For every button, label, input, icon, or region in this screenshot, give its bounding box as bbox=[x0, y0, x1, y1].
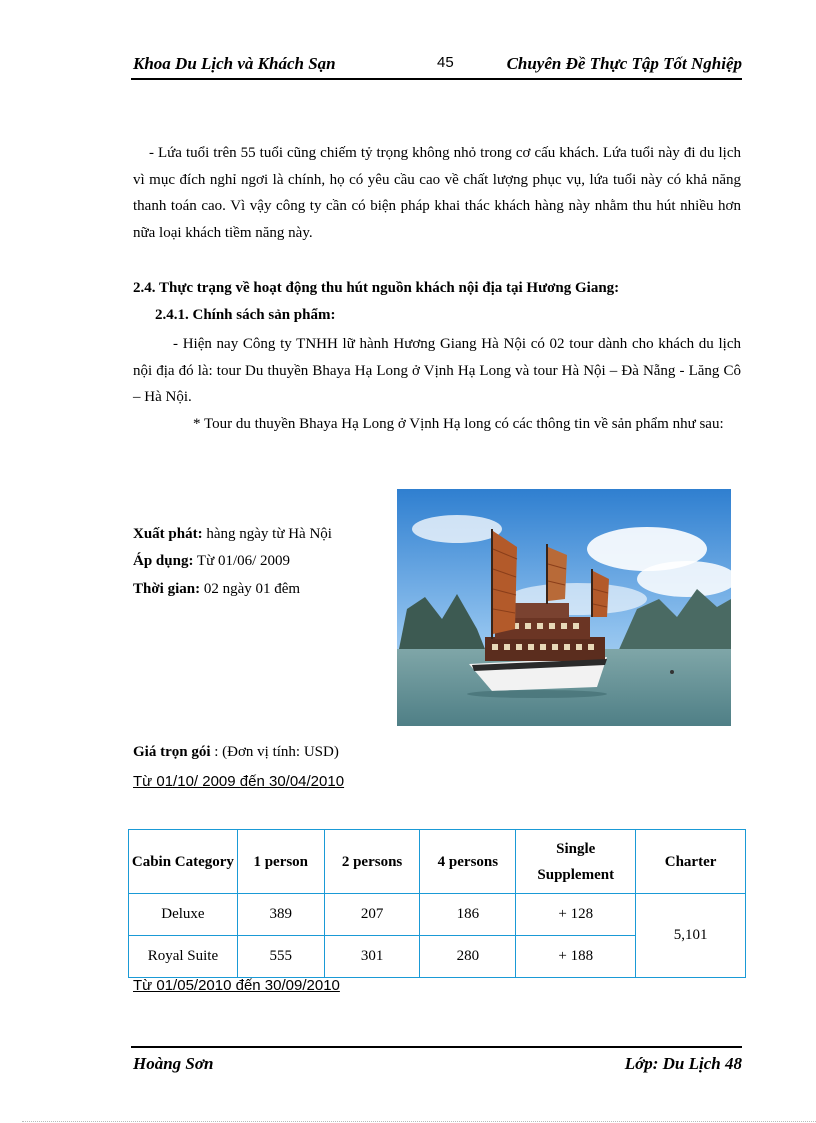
column-header: Cabin Category bbox=[129, 830, 238, 894]
header-report-title: Chuyên Đề Thực Tập Tốt Nghiệp bbox=[506, 54, 742, 73]
table-header-row bbox=[129, 830, 746, 894]
table-cell: Deluxe bbox=[129, 894, 238, 936]
section-heading-2-4-1: 2.4.1. Chính sách sản phẩm: bbox=[155, 307, 336, 323]
page-header bbox=[131, 52, 742, 80]
paragraph-tour-info: * Tour du thuyền Bhaya Hạ Long ở Vịnh Hạ long có các thông tin về sản phẩm như sau: bbox=[193, 416, 724, 432]
table-cell: 280 bbox=[420, 936, 516, 978]
column-header: 1 person bbox=[237, 830, 324, 894]
price-table bbox=[128, 829, 746, 978]
info-apply-value: Từ 01/06/ 2009 bbox=[193, 553, 291, 569]
column-header: 2 persons bbox=[324, 830, 420, 894]
cruise-ship-photo bbox=[397, 489, 731, 726]
price-title bbox=[133, 744, 339, 761]
price-period-2: Từ 01/05/2010 đến 30/09/2010 bbox=[133, 977, 340, 994]
paragraph-tours: - Hiện nay Công ty TNHH lữ hành Hương Giang Hà Nội có 02 tour dành cho khách du lịch nội địa đó là: tour Du thuyền Bhaya Hạ Long ở Vịnh Hạ Long và tour Hà Nội – Đà Nẵng - Lăng Cô – Hà Nội. bbox=[133, 336, 741, 405]
table-cell: + 188 bbox=[516, 936, 636, 978]
info-departure-label: Xuất phát: bbox=[133, 526, 203, 542]
table-cell: 186 bbox=[420, 894, 516, 936]
column-header: Charter bbox=[636, 830, 746, 894]
table-cell: Royal Suite bbox=[129, 936, 238, 978]
price-unit: : (Đơn vị tính: USD) bbox=[210, 744, 339, 760]
table-cell: 207 bbox=[324, 894, 420, 936]
header-faculty: Khoa Du Lịch và Khách Sạn bbox=[133, 54, 336, 73]
footer-author: Hoàng Sơn bbox=[133, 1054, 214, 1073]
info-duration bbox=[133, 581, 300, 598]
info-apply-label: Áp dụng: bbox=[133, 553, 194, 569]
price-period-1: Từ 01/10/ 2009 đến 30/04/2010 bbox=[133, 773, 345, 790]
column-header: 4 persons bbox=[420, 830, 516, 894]
price-title-bold: Giá trọn gói bbox=[133, 744, 211, 760]
section-heading-2-4: 2.4. Thực trạng về hoạt động thu hút nguồn khách nội địa tại Hương Giang: bbox=[133, 280, 620, 296]
paragraph-age-group: - Lứa tuổi trên 55 tuổi cũng chiếm tỷ trọng không nhỏ trong cơ cấu khách. Lứa tuổi này đi du lịch vì mục đích nghỉ ngơi là chính, họ có yêu cầu cao về chất lượng phục vụ, lứa tuổi này có khả năng thanh toán cao. Vì vậy công ty cần có biện pháp khai thác khách hàng này nhằm thu hút nhiều hơn nữa loại khách tiềm năng này. bbox=[133, 145, 741, 241]
page-footer bbox=[131, 1046, 742, 1078]
table-cell: + 128 bbox=[516, 894, 636, 936]
charter-price: 5,101 bbox=[636, 894, 746, 978]
page-number: 45 bbox=[437, 54, 454, 71]
info-duration-label: Thời gian: bbox=[133, 581, 201, 597]
column-header: Single Supplement bbox=[516, 830, 636, 894]
info-departure-value: hàng ngày từ Hà Nội bbox=[202, 526, 332, 542]
page-bottom-divider bbox=[22, 1121, 816, 1122]
info-duration-value: 02 ngày 01 đêm bbox=[200, 581, 301, 597]
footer-class: Lớp: Du Lịch 48 bbox=[624, 1054, 742, 1073]
info-apply bbox=[133, 553, 290, 570]
table-cell: 389 bbox=[237, 894, 324, 936]
table-cell: 555 bbox=[237, 936, 324, 978]
table-cell: 301 bbox=[324, 936, 420, 978]
info-departure bbox=[133, 526, 332, 543]
table-row bbox=[129, 894, 746, 936]
